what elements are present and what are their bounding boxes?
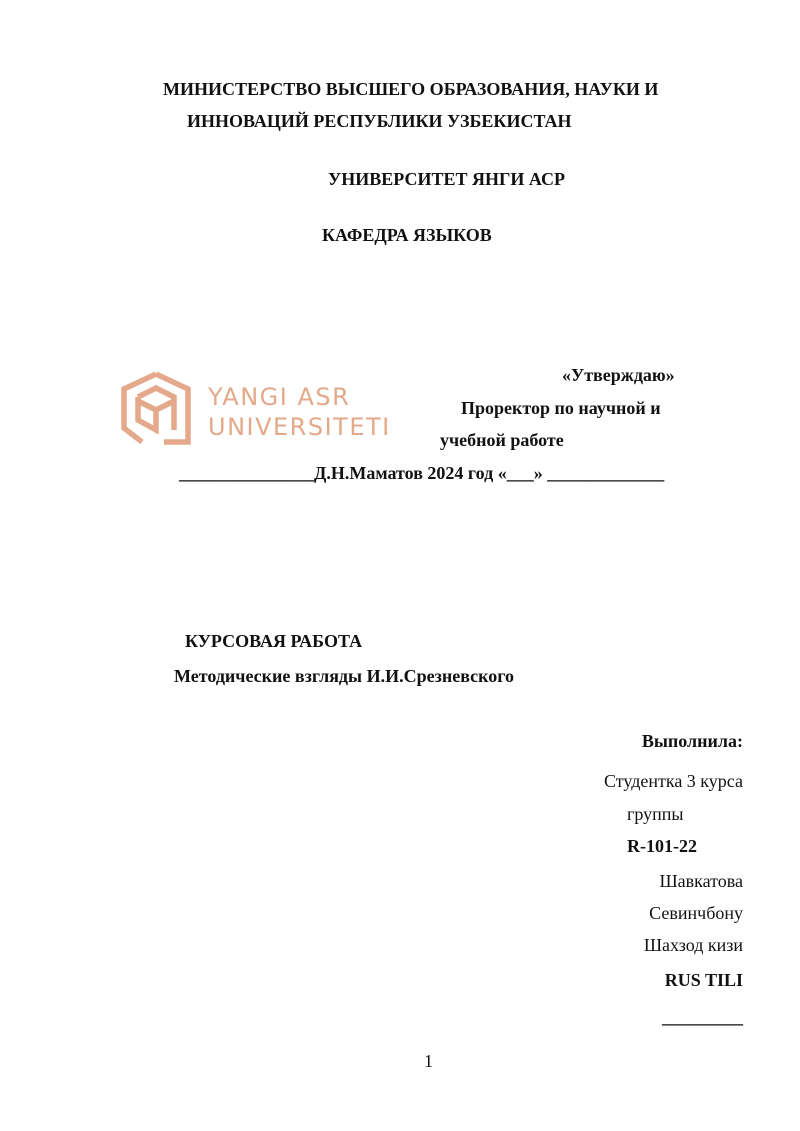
university-name: УНИВЕРСИТЕТ ЯНГИ АСР — [328, 169, 566, 189]
subject-name: RUS TILI — [664, 970, 743, 990]
student-course: Студентка 3 курса — [603, 771, 743, 791]
group-label: группы — [627, 804, 684, 824]
university-logo — [120, 370, 395, 450]
student-surname: Шавкатова — [659, 871, 743, 891]
work-type-title: КУРСОВАЯ РАБОТА — [185, 631, 363, 651]
page-number: 1 — [424, 1051, 433, 1071]
student-name: Севинчбону — [649, 903, 743, 923]
student-patronymic: Шахзод кизи — [643, 935, 743, 955]
hexagon-cube-logo-icon — [120, 370, 395, 450]
approve-label: «Утверждаю» — [562, 365, 675, 385]
performed-by-label: Выполнила: — [641, 731, 743, 751]
logo-text-line2: UNIVERSITETI — [208, 413, 391, 441]
ministry-heading-line2: ИННОВАЦИЙ РЕСПУБЛИКИ УЗБЕКИСТАН — [187, 111, 572, 131]
logo-text-line1: YANGI ASR — [208, 383, 351, 411]
group-number: R-101-22 — [627, 836, 697, 856]
work-topic: Методические взгляды И.И.Срезневского — [174, 666, 514, 686]
approver-position-line1: Проректор по научной и — [461, 398, 661, 418]
ministry-heading-line1: МИНИСТЕРСТВО ВЫСШЕГО ОБРАЗОВАНИЯ, НАУКИ И — [163, 79, 659, 99]
author-signature-blank: _________ — [662, 1007, 743, 1027]
approval-signature-line: _______________Д.Н.Маматов 2024 год «___» _____________ — [179, 463, 665, 483]
department-name: КАФЕДРА ЯЗЫКОВ — [322, 225, 492, 245]
approver-position-line2: учебной работе — [440, 430, 564, 450]
